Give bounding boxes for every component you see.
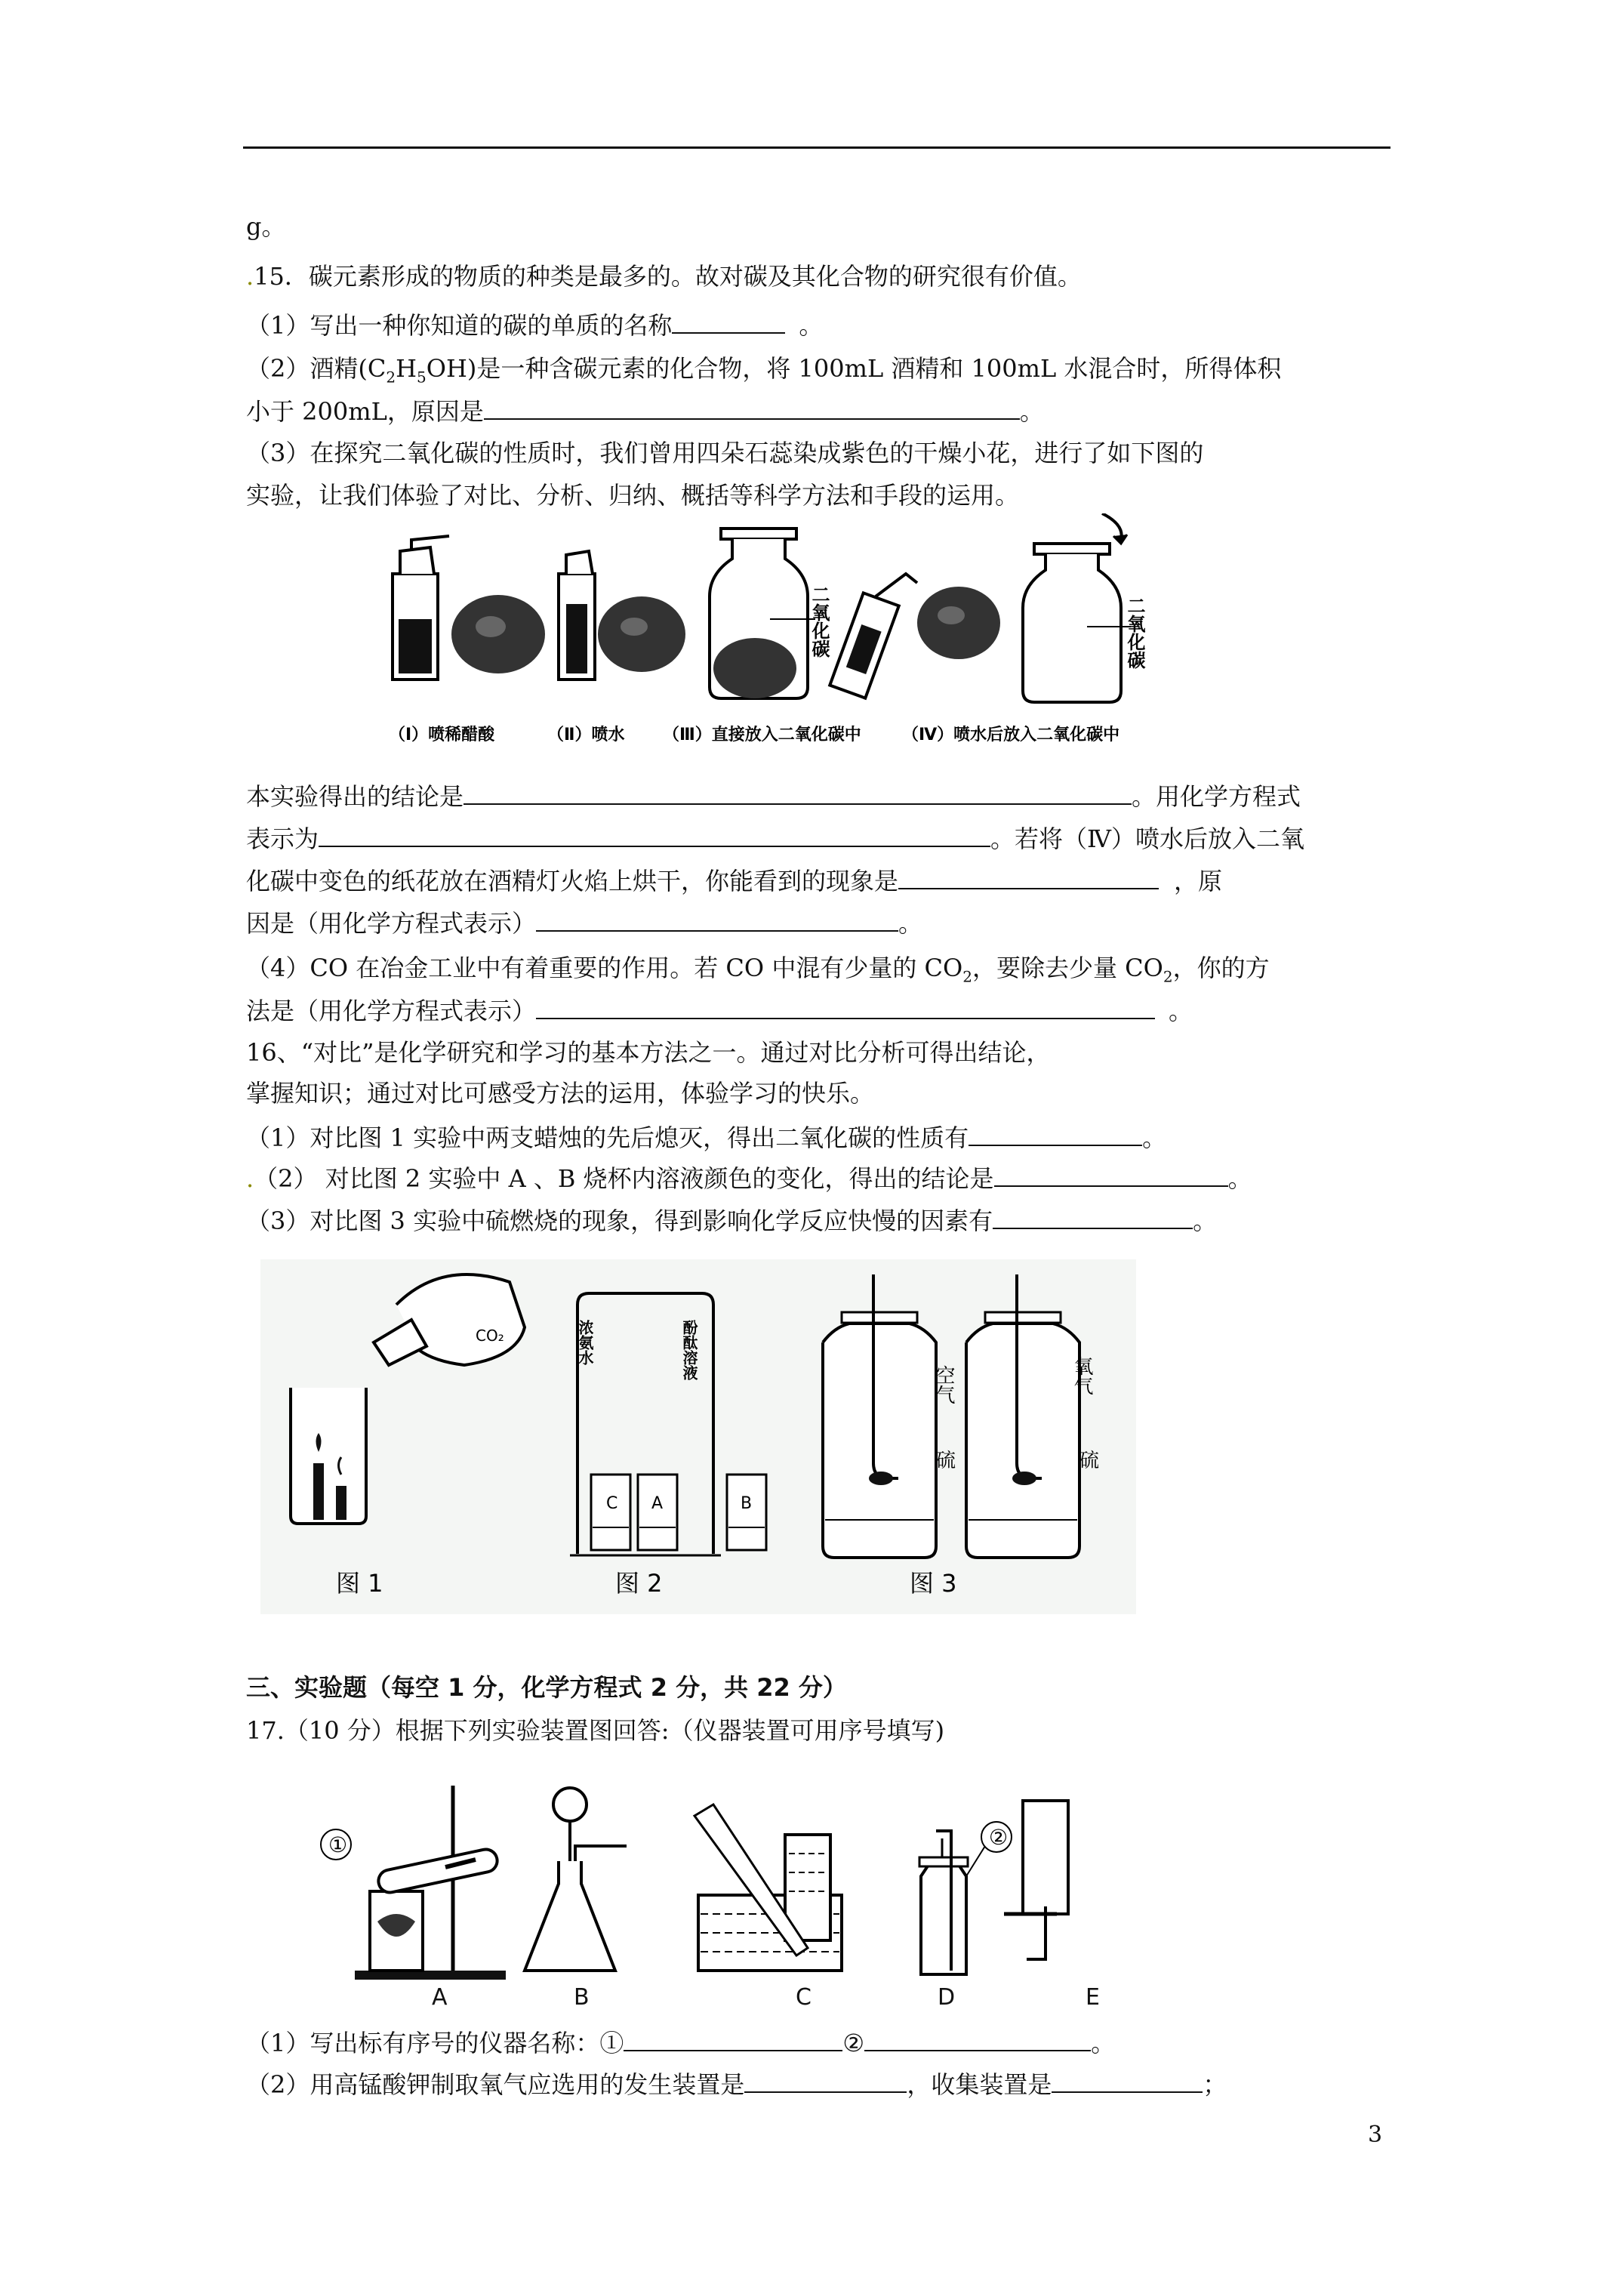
caption-II: （Ⅱ）喷水 [547,726,625,744]
air-label: 空气 [932,1365,955,1404]
section-3-heading: 三、实验题（每空 1 分，化学方程式 2 分，共 22 分） [246,1673,847,1702]
jar-label: 二氧化碳 [1124,596,1145,669]
question-16-cont: 掌握知识；通过对比可感受方法的运用，体验学习的快乐。 [246,1079,875,1108]
figure-flower-experiment [377,513,1208,755]
apparatus-d-icon [919,1831,985,1974]
apparatus-label-b: B [574,1984,590,2011]
apparatus-label-d: D [938,1984,956,2011]
answer-blank[interactable] [969,1122,1142,1146]
sulfur-label: 硫 [936,1450,956,1472]
question-15: .15．碳元素形成的物质的种类是最多的。故对碳及其化合物的研究很有价值。 [246,262,1082,291]
question-16-1: （1）对比图 1 实验中两支蜡烛的先后熄灭，得出二氧化碳的性质有 。 [246,1123,1167,1152]
heating-line: 化碳中变色的纸花放在酒精灯火焰上烘干，你能看到的现象是 ，原 [246,867,1223,895]
answer-blank[interactable] [536,995,1155,1019]
oxygen-label: 氧气 [1070,1356,1093,1395]
apparatus-b-icon [525,1788,627,1971]
page-number: 3 [1368,2122,1383,2148]
ammonia-label: 浓氨水 [576,1320,594,1365]
question-17-1: （1）写出标有序号的仪器名称：① ② 。 [246,2029,1116,2057]
figure-apparatus [302,1771,1147,1997]
header-rule [243,146,1390,149]
gas-jar-icon [1023,513,1131,702]
beaker-candles-icon [291,1388,366,1524]
apparatus-c-icon [694,1804,842,1971]
caption-fig1: 图 1 [336,1569,383,1598]
caption-fig3: 图 3 [910,1569,957,1598]
answer-blank[interactable] [624,2027,842,2051]
answer-blank[interactable] [994,1163,1228,1187]
marker-1-label: ① [328,1832,348,1857]
flower-icon [917,587,1000,659]
answer-blank[interactable] [864,2027,1091,2051]
jar-label: 二氧化碳 [808,585,830,658]
phenolphthalein-label: 酚酞溶液 [680,1320,698,1380]
question-15-1: （1）写出一种你知道的碳的单质的名称 。 [246,311,824,340]
question-15-4: （4）CO 在冶金工业中有着重要的作用。若 CO 中混有少量的 $CO_2$，要除去少量 $CO_2$，你的方 [246,954,1270,986]
spray-bottle-icon [559,551,595,680]
answer-blank[interactable] [898,865,1159,889]
beaker-b-label: B [741,1494,753,1513]
answer-blank[interactable] [993,1205,1193,1229]
beaker-a-label: A [651,1494,664,1513]
question-17: 17.（10 分）根据下列实验装置图回答:（仪器装置可用序号填写) [246,1716,945,1745]
line-continuation: g。 [246,212,286,241]
answer-blank[interactable] [744,2069,907,2093]
sulfur-label: 硫 [1079,1450,1100,1472]
answer-blank[interactable] [319,823,990,847]
spray-bottle-icon [830,574,917,698]
apparatus-e-icon [1004,1801,1068,1959]
answer-blank[interactable] [463,781,1132,805]
question-15-2-cont: 小于 200mL，原因是 。 [246,397,1044,426]
apparatus-label-a: A [432,1984,448,2011]
equation-line: 表示为 。若将（Ⅳ）喷水后放入二氧 [246,824,1304,853]
question-17-2: （2）用高锰酸钾制取氧气应选用的发生装置是 ，收集装置是 ； [246,2070,1227,2099]
answer-blank[interactable] [484,396,1020,420]
answer-blank[interactable] [536,908,898,932]
reason-line: 因是（用化学方程式表示） 。 [246,909,923,938]
caption-IV: （Ⅳ）喷水后放入二氧化碳中 [902,726,1120,744]
question-15-4-cont: 法是（用化学方程式表示） 。 [246,997,1193,1025]
answer-blank[interactable] [672,310,785,334]
flower-icon [598,596,685,672]
spray-bottle-icon [393,536,449,680]
gas-jar-icon [710,529,815,698]
apparatus-label-c: C [796,1984,812,2011]
figure-comparison-experiments [260,1259,1136,1614]
question-15-3-cont: 实验，让我们体验了对比、分析、归纳、概括等科学方法和手段的运用。 [246,481,1020,510]
caption-I: （Ⅰ）喷稀醋酸 [389,726,495,744]
question-16: 16、“对比”是化学研究和学习的基本方法之一。通过对比分析可得出结论， [246,1038,1051,1067]
question-15-3: （3）在探究二氧化碳的性质时，我们曾用四朵石蕊染成紫色的干燥小花，进行了如下图的 [246,439,1204,467]
answer-blank[interactable] [1052,2069,1203,2093]
apparatus-a-icon [355,1786,506,1980]
question-16-3: （3）对比图 3 实验中硫燃烧的现象，得到影响化学反应快慢的因素有 。 [246,1207,1218,1235]
caption-fig2: 图 2 [615,1569,663,1598]
conclusion-line: 本实验得出的结论是 。用化学方程式 [246,782,1301,811]
co2-label: CO₂ [476,1327,504,1345]
caption-III: （Ⅲ）直接放入二氧化碳中 [663,726,861,744]
question-16-2: .（2） 对比图 2 实验中 A 、B 烧杯内溶液颜色的变化，得出的结论是 。 [246,1164,1252,1193]
flower-icon [451,595,545,673]
question-15-2: （2）酒精$(C_2H_5OH)$是一种含碳元素的化合物，将 100mL 酒精和 100mL 水混合时，所得体积 [246,354,1282,387]
marker-2-label: ② [989,1825,1009,1850]
beaker-c-label: C [606,1494,618,1513]
apparatus-label-e: E [1086,1984,1100,2011]
